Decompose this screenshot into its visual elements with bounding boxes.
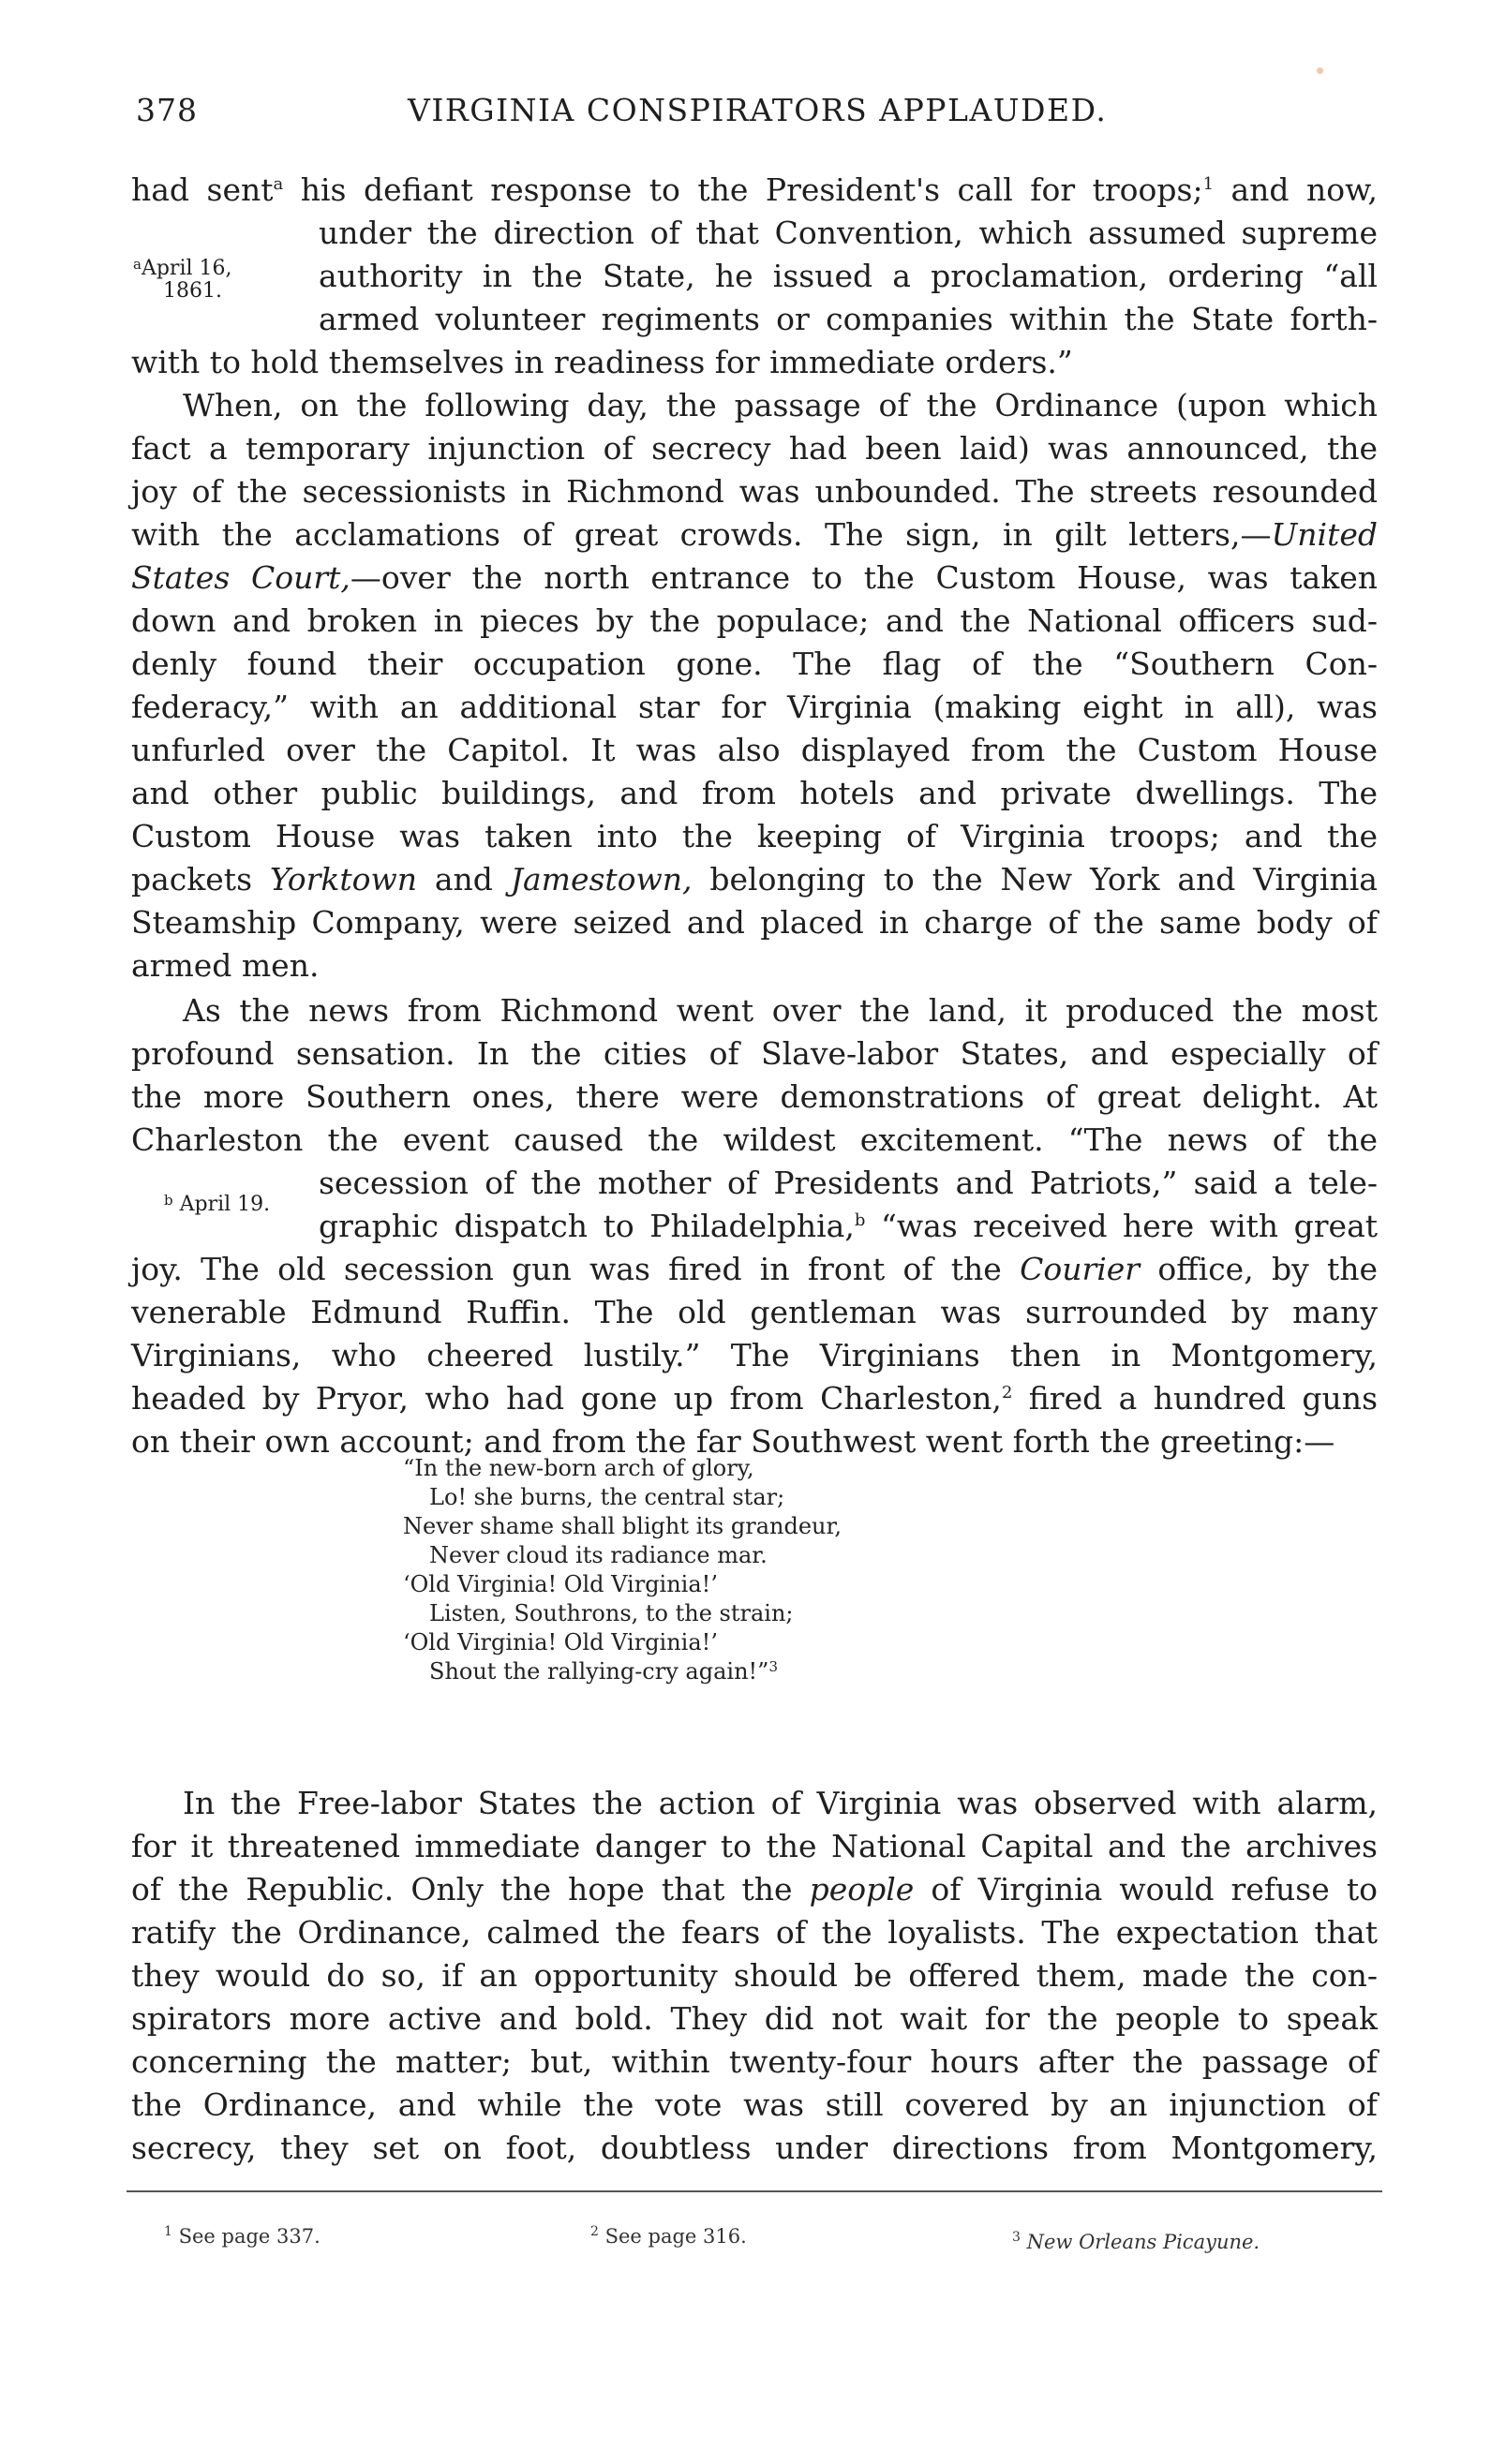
text-line: Charleston the event caused the wildest excitement. “The news of the bbox=[131, 1121, 1378, 1158]
text-line: they would do so, if an opportunity should be offered them, made the con- bbox=[131, 1957, 1378, 1994]
paper-blemish bbox=[1317, 67, 1323, 74]
text-line: joy of the secessionists in Richmond was unbounded. The streets resounded bbox=[131, 473, 1378, 510]
text-line: In the Free-labor States the action of Virginia was observed with alarm, bbox=[183, 1785, 1378, 1821]
verse-block bbox=[403, 1454, 842, 1686]
text-line: under the direction of that Convention, which assumed supreme bbox=[319, 215, 1378, 251]
text-line: and other public buildings, and from hotels and private dwellings. The bbox=[131, 775, 1378, 811]
text-line: unfurled over the Capitol. It was also displayed from the Custom House bbox=[131, 732, 1378, 768]
verse-line: ‘Old Virginia! Old Virginia!’ bbox=[403, 1629, 718, 1655]
text-line: packets Yorktown and Jamestown, belonging to the New York and Virginia bbox=[131, 861, 1378, 898]
paragraph-1 bbox=[131, 169, 1378, 384]
text-line: federacy,” with an additional star for Virginia (making eight in all), was bbox=[131, 689, 1378, 725]
verse-line: ‘Old Virginia! Old Virginia!’ bbox=[403, 1571, 718, 1597]
text-line: Virginians, who cheered lustily.” The Virginians then in Montgomery, bbox=[131, 1337, 1378, 1373]
text-line: armed volunteer regiments or companies within the State forth- bbox=[319, 301, 1378, 337]
footnote-3: $^3$ New Orleans Picayune. bbox=[1012, 2230, 1260, 2253]
verse-line: “In the new-born arch of glory, bbox=[403, 1455, 754, 1481]
text-line: spirators more active and bold. They did not wait for the people to speak bbox=[131, 2000, 1378, 2037]
paragraph-2 bbox=[131, 384, 1378, 987]
text-line: profound sensation. In the cities of Slave-labor States, and especially of bbox=[131, 1035, 1378, 1072]
text-line: When, on the following day, the passage of the Ordinance (upon which bbox=[183, 387, 1378, 423]
text-line: the more Southern ones, there were demonstrations of great delight. At bbox=[131, 1078, 1378, 1115]
text-line: secession of the mother of Presidents and Patriots,” said a tele- bbox=[319, 1165, 1378, 1201]
text-line: denly found their occupation gone. The flag of the “Southern Con- bbox=[131, 646, 1378, 682]
page-header bbox=[136, 92, 1392, 139]
text-line: States Court,—over the north entrance to the Custom House, was taken bbox=[131, 559, 1378, 596]
text-line: of the Republic. Only the hope that the people of Virginia would refuse to bbox=[131, 1871, 1378, 1907]
paragraph-3 bbox=[131, 989, 1378, 1463]
text-line: the Ordinance, and while the vote was still covered by an injunction of bbox=[131, 2086, 1378, 2123]
text-line: venerable Edmund Ruffin. The old gentleman was surrounded by many bbox=[131, 1294, 1378, 1330]
text-line: Steamship Company, were seized and placed in charge of the same body of bbox=[131, 904, 1378, 941]
text-line: headed by Pryor, who had gone up from Charleston,$^2$ fired a hundred guns bbox=[131, 1380, 1378, 1417]
footnotes bbox=[164, 2225, 1382, 2263]
running-title: VIRGINIA CONSPIRATORS APPLAUDED. bbox=[408, 92, 1108, 128]
text-line: ratify the Ordinance, calmed the fears of the loyalists. The expectation that bbox=[131, 1914, 1378, 1951]
margin-note-april-16: $^a$April 16, 1861. bbox=[133, 256, 232, 303]
text-line: graphic dispatch to Philadelphia,$^b$ “was received here with great bbox=[319, 1208, 1379, 1244]
paragraph-4 bbox=[131, 1782, 1378, 2170]
text-line: for it threatened immediate danger to the National Capital and the archives bbox=[131, 1828, 1378, 1864]
verse-line: Listen, Southrons, to the strain; bbox=[429, 1600, 794, 1626]
text-line: secrecy, they set on foot, doubtless under directions from Montgomery, bbox=[131, 2130, 1378, 2166]
verse-line: Never shame shall blight its grandeur, bbox=[403, 1513, 842, 1539]
text-line: fact a temporary injunction of secrecy had been laid) was announced, the bbox=[131, 430, 1378, 467]
verse-line: Shout the rallying-cry again!”$^3$ bbox=[429, 1658, 778, 1685]
text-line: on their own account; and from the far Southwest went forth the greeting:— bbox=[131, 1423, 1335, 1460]
footnote-2: $^2$ See page 316. bbox=[590, 2224, 747, 2248]
text-line: armed men. bbox=[131, 947, 320, 984]
text-line: down and broken in pieces by the populace; and the National officers sud- bbox=[131, 602, 1378, 639]
text-line: had sent$^a$ his defiant response to the President's call for troops;$^1$ and now, bbox=[131, 171, 1378, 208]
margin-note-april-19: $^b$ April 19. bbox=[164, 1192, 271, 1216]
text-line: Custom House was taken into the keeping of Virginia troops; and the bbox=[131, 818, 1378, 854]
verse-line: Never cloud its radiance mar. bbox=[429, 1542, 768, 1568]
text-line: joy. The old secession gun was fired in front of the Courier office, by the bbox=[131, 1251, 1378, 1287]
page-number: 378 bbox=[136, 92, 198, 128]
verse-line: Lo! she burns, the central star; bbox=[429, 1484, 785, 1510]
text-line: with to hold themselves in readiness for immediate orders.” bbox=[131, 344, 1073, 380]
text-line: authority in the State, he issued a proclamation, ordering “all bbox=[319, 258, 1378, 294]
footnote-1: $^1$ See page 337. bbox=[164, 2224, 321, 2248]
text-line: As the news from Richmond went over the land, it produced the most bbox=[183, 992, 1378, 1029]
footnote-divider bbox=[127, 2190, 1382, 2192]
text-line: concerning the matter; but, within twenty-four hours after the passage of bbox=[131, 2043, 1378, 2080]
text-line: with the acclamations of great crowds. The sign, in gilt letters,—United bbox=[131, 516, 1378, 553]
